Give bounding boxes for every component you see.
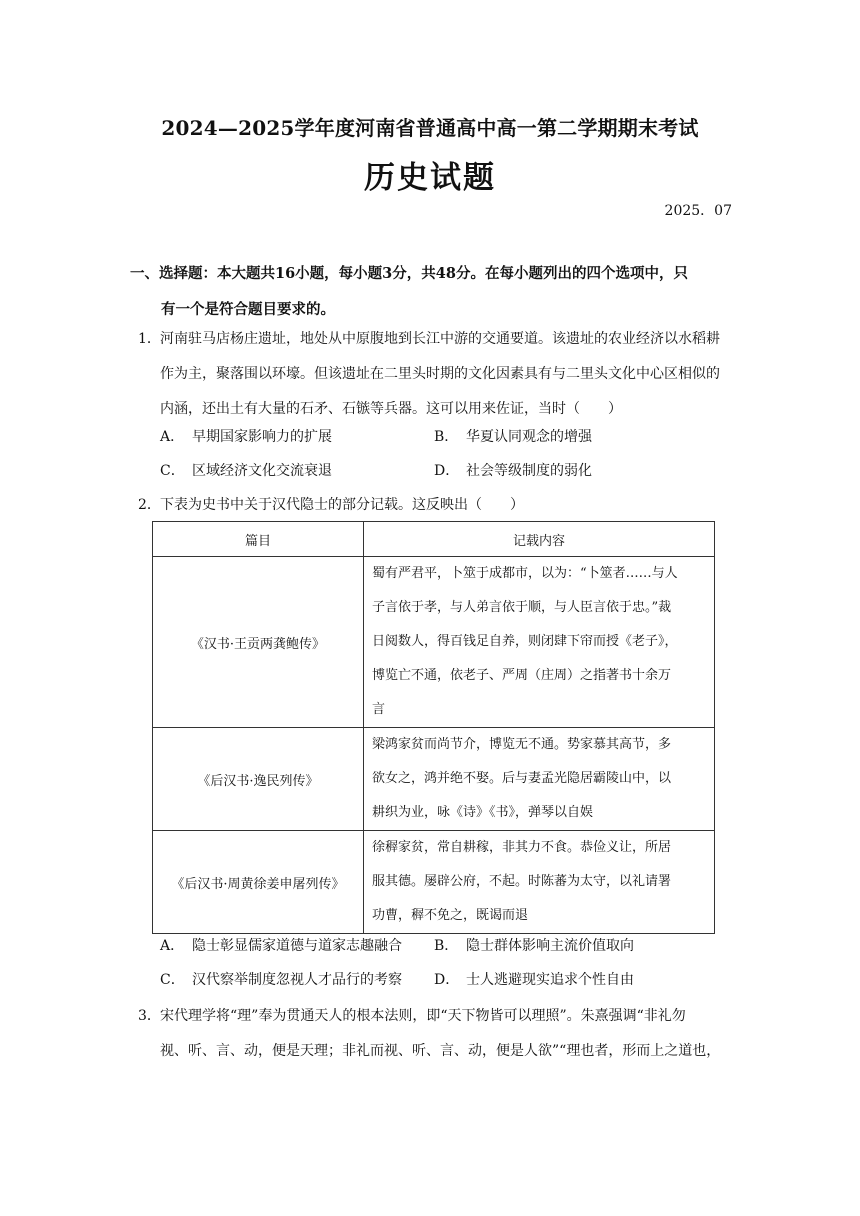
question-number: 1．	[138, 331, 161, 347]
content-line: 欲女之，鸿并绝不娶。后与妻孟光隐居霸陵山中，以	[372, 771, 672, 786]
question-number: 3．	[138, 1008, 161, 1024]
question-line: 河南驻马店杨庄遗址，地处从中原腹地到长江中游的交通要道。该遗址的农业经济以水稻耕	[160, 331, 720, 347]
option-c[interactable]: C． 区域经济文化交流衰退	[160, 463, 332, 479]
content-line: 日阅数人，得百钱足自养，则闭肆下帘而授《老子》，	[372, 634, 678, 649]
table-cell-title: 《汉书·王贡两龚鲍传》	[153, 557, 364, 728]
table-cell-content	[364, 557, 715, 728]
table-cell-content	[364, 831, 715, 934]
question-2	[138, 488, 738, 523]
section-line-1: 一、选择题：本大题共16小题，每小题3分，共48分。在每小题列出的四个选项中，只	[130, 265, 688, 282]
table-header: 篇目	[153, 522, 364, 557]
option-a[interactable]: A． 隐士彰显儒家道德与道家志趣融合	[160, 938, 402, 954]
table-header: 记载内容	[364, 522, 715, 557]
question-1	[138, 322, 738, 427]
content-line: 服其德。屡辟公府，不起。时陈蕃为太守，以礼请署	[372, 874, 672, 889]
question-3	[138, 999, 738, 1069]
option-d[interactable]: D． 士人逃避现实追求个性自由	[434, 972, 634, 988]
exam-title: 2024—2025学年度河南省普通高中高一第二学期期末考试	[161, 116, 699, 140]
section-heading	[130, 256, 740, 328]
content-line: 功曹，稺不免之，既谒而退	[372, 908, 529, 923]
option-b[interactable]: B． 华夏认同观念的增强	[434, 429, 592, 445]
content-line: 子言依于孝，与人弟言依于顺，与人臣言依于忠。”裁	[372, 600, 672, 615]
question-line: 宋代理学将“理”奉为贯通天人的根本法则，即“天下物皆可以理照”。朱熹强调“非礼勿	[160, 1008, 686, 1024]
table-cell-title: 《后汉书·逸民列传》	[153, 728, 364, 831]
section-line-2: 有一个是符合题目要求的。	[161, 301, 335, 318]
table-row	[153, 728, 715, 831]
records-table	[152, 521, 715, 934]
option-c[interactable]: C． 汉代察举制度忽视人才品行的考察	[160, 972, 402, 988]
content-line: 梁鸿家贫而尚节介，博览无不通。势家慕其高节，多	[372, 737, 672, 752]
exam-date: 2025．07	[664, 203, 732, 219]
subject-title: 历史试题	[364, 160, 496, 196]
table-header-row	[153, 522, 715, 557]
option-b[interactable]: B． 隐士群体影响主流价值取向	[434, 938, 634, 954]
question-1-options	[160, 420, 740, 488]
question-line: 下表为史书中关于汉代隐士的部分记载。这反映出（ ）	[160, 497, 524, 513]
content-line: 徐稺家贫，常自耕稼，非其力不食。恭俭义让，所居	[372, 840, 672, 855]
table-row	[153, 557, 715, 728]
question-number: 2．	[138, 497, 161, 513]
option-d[interactable]: D． 社会等级制度的弱化	[434, 463, 592, 479]
question-line: 视、听、言、动，便是天理；非礼而视、听、言、动，便是人欲”“理也者，形而上之道也，	[160, 1043, 721, 1059]
content-line: 耕织为业，咏《诗》《书》，弹琴以自娱	[372, 805, 594, 820]
question-2-options	[160, 929, 740, 997]
content-line: 蜀有严君平，卜筮于成都市，以为：“卜筮者……与人	[372, 566, 678, 581]
question-line: 内涵，还出土有大量的石矛、石镞等兵器。这可以用来佐证，当时（ ）	[160, 401, 622, 417]
option-a[interactable]: A． 早期国家影响力的扩展	[160, 429, 332, 445]
table-cell-content	[364, 728, 715, 831]
question-line: 作为主，聚落围以环壕。但该遗址在二里头时期的文化因素具有与二里头文化中心区相似的	[160, 366, 720, 382]
content-line: 言	[372, 702, 386, 717]
table-row	[153, 831, 715, 934]
table-cell-title: 《后汉书·周黄徐姜申屠列传》	[153, 831, 364, 934]
content-line: 博览亡不通，依老子、严周（庄周）之指著书十余万	[372, 668, 672, 683]
